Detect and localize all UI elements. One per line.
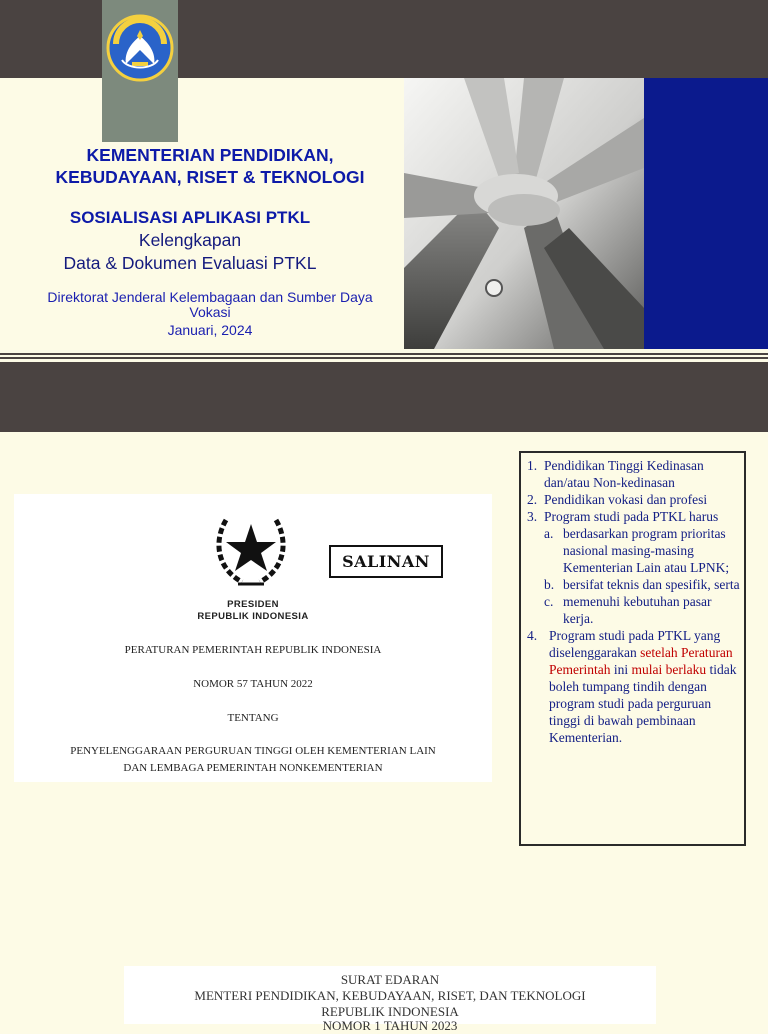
- list-item: 1. Pendidikan Tinggi Kedinasan dan/atau Non-kedinasan: [527, 458, 704, 490]
- requirements-list: [527, 457, 740, 746]
- stacked-hands-photo: [404, 78, 644, 349]
- sub-list-item: b. bersifat teknis dan spesifik, serta: [544, 577, 740, 592]
- directorate: [20, 290, 400, 320]
- ministry-title: [40, 144, 380, 188]
- highlight-text: mulai berlaku: [631, 662, 707, 677]
- presentation-subtitle: Kelengkapan: [138, 230, 242, 250]
- regulation-subject-line2: DAN LEMBAGA PEMERINTAH NONKEMENTERIAN: [123, 762, 383, 774]
- requirements-list-box: [519, 451, 746, 846]
- circular-line3: REPUBLIK INDONESIA: [321, 1004, 459, 1019]
- circular-line1: SURAT EDARAN: [340, 972, 440, 987]
- presentation-subtitle-2: Data & Dokumen Evaluasi PTKL: [63, 253, 317, 273]
- sub-list-item: a. berdasarkan program prioritas nasional masing-masing Kementerian Lain atau LPNK;: [544, 526, 730, 575]
- list-item: 2. Pendidikan vokasi dan profesi: [527, 492, 708, 507]
- ministry-title-line2: KEBUDAYAAN, RISET & TEKNOLOGI: [55, 167, 365, 187]
- issuer-line1: PRESIDEN: [227, 599, 279, 610]
- regulation-number: NOMOR 57 TAHUN 2022: [193, 678, 313, 690]
- list-item: 4. Program studi pada PTKL yang diselenggarakan setelah Peraturan Pemerintah ini mulai berlaku tidak boleh tumpang tindih dengan program studi pada perguruan tinggi di bawah pembinaan Kementerian.: [527, 628, 737, 745]
- regulation-title: PERATURAN PEMERINTAH REPUBLIK INDONESIA: [124, 644, 382, 656]
- salinan-stamp: SALINAN: [329, 545, 443, 578]
- divider-line: [0, 353, 768, 355]
- bottom-bar: [0, 362, 768, 432]
- presidential-emblem-icon: [212, 510, 290, 590]
- directorate-line1: Direktorat Jenderal Kelembagaan dan Sumber Daya: [47, 289, 373, 305]
- sub-list-item: c. memenuhi kebutuhan pasar kerja.: [544, 594, 712, 626]
- regulation-about: TENTANG: [227, 712, 279, 724]
- directorate-line2: Vokasi: [189, 304, 231, 320]
- circular-line4: NOMOR 1 TAHUN 2023: [322, 1018, 458, 1033]
- highlight-text: setelah Peraturan Pemerintah: [549, 645, 733, 677]
- presentation-date: Januari, 2024: [167, 322, 253, 338]
- circular-line2: MENTERI PENDIDIKAN, KEBUDAYAAN, RISET, DAN TEKNOLOGI: [194, 988, 586, 1003]
- title-slide: [0, 0, 768, 432]
- issuer-line2: REPUBLIK INDONESIA: [197, 611, 309, 622]
- ministry-title-line1: KEMENTERIAN PENDIDIKAN,: [86, 145, 334, 165]
- list-item: 3. Program studi pada PTKL harus: [527, 509, 719, 524]
- accent-box: [644, 78, 768, 349]
- divider-line: [0, 357, 768, 359]
- regulation-subject-line1: PENYELENGGARAAN PERGURUAN TINGGI OLEH KEMENTERIAN LAIN: [70, 745, 436, 757]
- tut-wuri-handayani-logo-icon: [106, 14, 174, 82]
- presentation-title: SOSIALISASI APLIKASI PTKL: [69, 208, 311, 227]
